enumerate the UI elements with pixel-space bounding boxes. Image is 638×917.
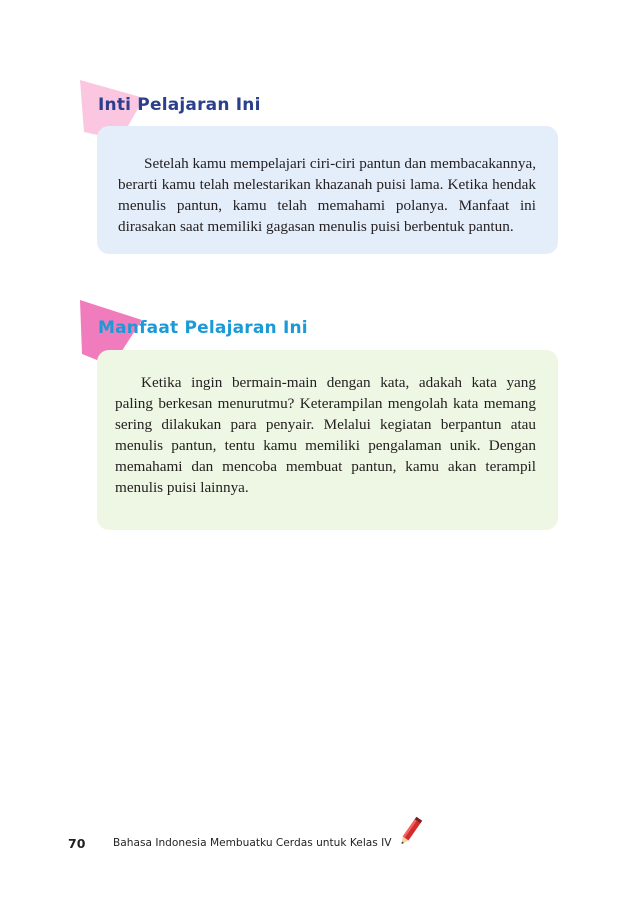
manfaat-body-text: Ketika ingin bermain-main dengan kata, adakah kata yang paling berkesan menurutmu? Keterampilan mengolah kata memang sering dilakukan para penyair. Melalui kegiatan berpantun atau menulis pantun, tentu kamu memiliki pengalaman unik. Dengan memahami dan mencoba membuat pantun, kamu akan terampil menulis puisi lainnya. bbox=[115, 374, 536, 496]
inti-body-text: Setelah kamu mempelajari ciri-ciri pantun dan membacakannya, berarti kamu telah melestarikan khazanah puisi lama. Ketika hendak menulis pantun, kamu telah memahami polanya. Manfaat ini dirasakan saat memiliki gagasan menulis puisi berbentuk pantun. bbox=[118, 155, 536, 235]
pencil-icon bbox=[396, 816, 424, 850]
inti-content-box bbox=[97, 126, 558, 254]
page-number: 70 bbox=[68, 836, 86, 851]
inti-heading: Inti Pelajaran Ini bbox=[98, 95, 261, 115]
manfaat-content-box bbox=[97, 350, 558, 530]
manfaat-heading: Manfaat Pelajaran Ini bbox=[98, 318, 308, 338]
book-title: Bahasa Indonesia Membuatku Cerdas untuk Kelas IV bbox=[113, 837, 392, 849]
